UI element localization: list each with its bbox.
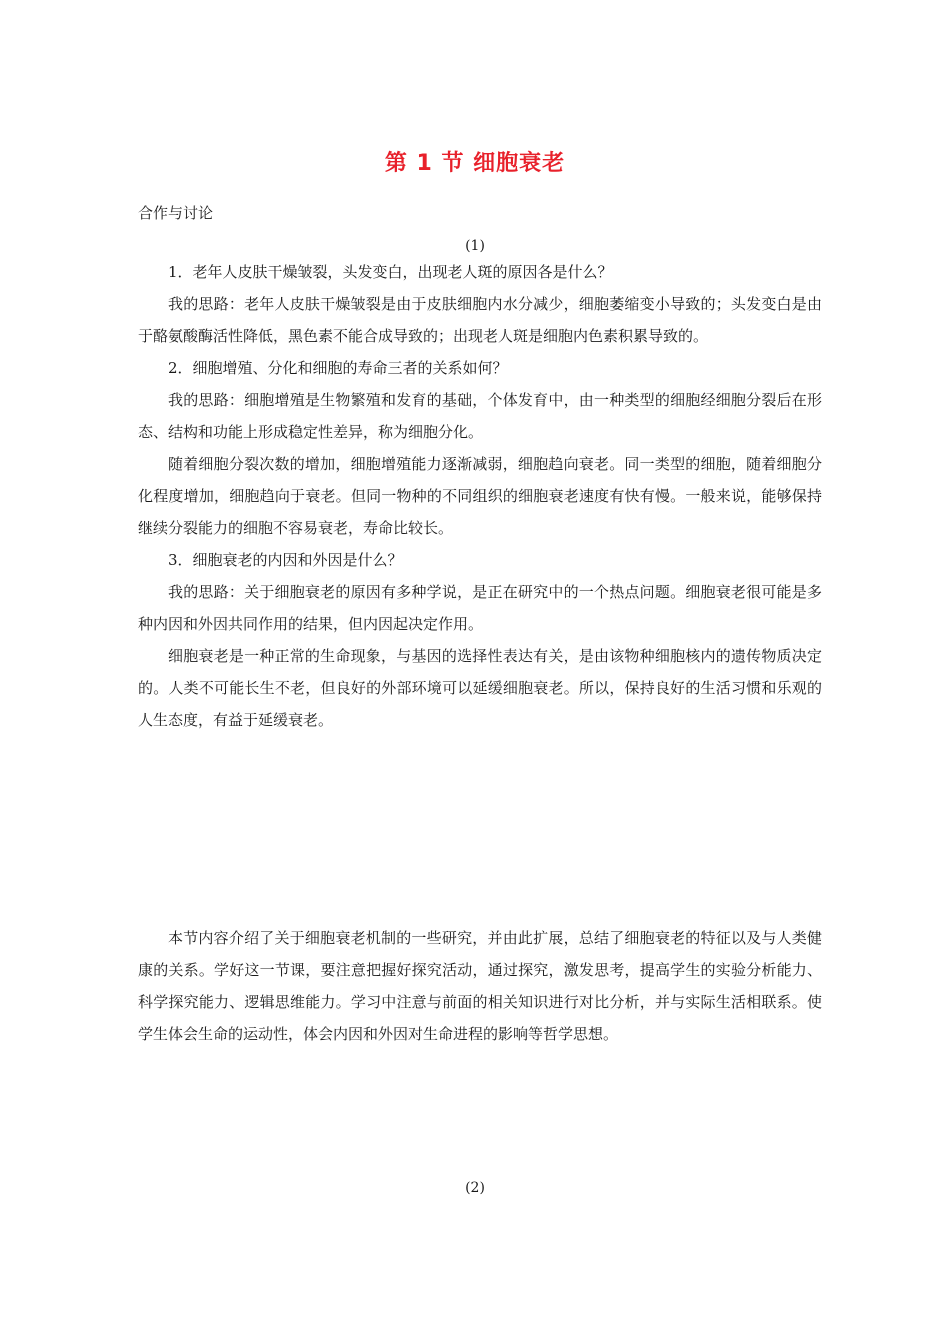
answer-1: 我的思路：老年人皮肤干燥皱裂是由于皮肤细胞内水分减少，细胞萎缩变小导致的；头发变白是由于酪氨酸酶活性降低，黑色素不能合成导致的；出现老人斑是细胞内色素积累导致的。 xyxy=(138,295,822,345)
answer-3: 我的思路：关于细胞衰老的原因有多种学说，是正在研究中的一个热点问题。细胞衰老很可能是多种内因和外因共同作用的结果，但内因起决定作用。 xyxy=(138,583,822,633)
question-3: 3．细胞衰老的内因和外因是什么？ xyxy=(168,551,403,569)
answer-2: 我的思路：细胞增殖是生物繁殖和发育的基础，个体发育中，由一种类型的细胞经细胞分裂后在形态、结构和功能上形成稳定性差异，称为细胞分化。 xyxy=(138,391,822,441)
discussion-block xyxy=(138,256,822,736)
section-label: 合作与讨论 xyxy=(138,204,214,222)
page-title: 第 1 节 细胞衰老 xyxy=(384,151,566,176)
answer-2-continued: 随着细胞分裂次数的增加，细胞增殖能力逐渐减弱，细胞趋向衰老。同一类型的细胞，随着细胞分化程度增加，细胞趋向于衰老。但同一物种的不同组织的细胞衰老速度有快有慢。一般来说，能够保持继续分裂能力的细胞不容易衰老，寿命比较长。 xyxy=(138,455,822,537)
question-1: 1．老年人皮肤干燥皱裂，头发变白，出现老人斑的原因各是什么？ xyxy=(168,263,613,281)
section-marker-1: (1) xyxy=(465,238,485,254)
summary-paragraph: 本节内容介绍了关于细胞衰老机制的一些研究，并由此扩展，总结了细胞衰老的特征以及与人类健康的关系。学好这一节课，要注意把握好探究活动，通过探究，激发思考，提高学生的实验分析能力、科学探究能力、逻辑思维能力。学习中注意与前面的相关知识进行对比分析，并与实际生活相联系。使学生体会生命的运动性，体会内因和外因对生命进程的影响等哲学思想。 xyxy=(138,929,822,1043)
summary-block xyxy=(138,922,822,1050)
question-2: 2．细胞增殖、分化和细胞的寿命三者的关系如何？ xyxy=(168,359,508,377)
answer-3-continued: 细胞衰老是一种正常的生命现象，与基因的选择性表达有关，是由该物种细胞核内的遗传物质决定的。人类不可能长生不老，但良好的外部环境可以延缓细胞衰老。所以，保持良好的生活习惯和乐观的人生态度，有益于延缓衰老。 xyxy=(138,647,822,729)
section-marker-2: (2) xyxy=(465,1180,485,1196)
